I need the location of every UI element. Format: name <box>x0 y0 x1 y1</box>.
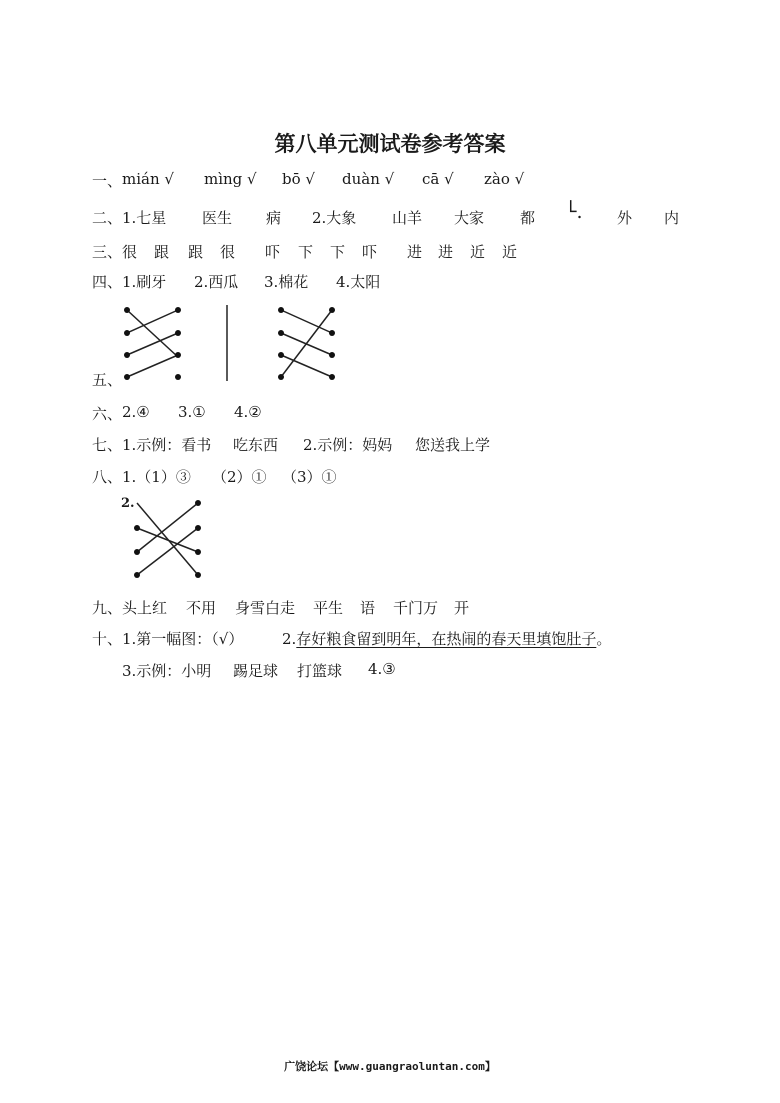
answer-1: 1.第一幅图：（√） <box>122 630 244 648</box>
answer-1: 1.七星 <box>122 209 167 227</box>
answer-10: 进 <box>438 243 454 261</box>
answer-3: （3）① <box>282 468 337 486</box>
answer-6: 大家 <box>454 209 485 227</box>
answer-4: 很 <box>220 243 236 261</box>
section-9-label: 九、 <box>92 599 123 617</box>
answer-2: 吃东西 <box>233 436 279 454</box>
answer-6: 千门万 <box>393 599 439 617</box>
answer-3: 跟 <box>188 243 204 261</box>
answer-7: 下 <box>330 243 346 261</box>
answer-4: 4.太阳 <box>336 273 381 291</box>
answer-3: 3.棉花 <box>264 273 309 291</box>
answer-2: （2）① <box>212 468 267 486</box>
answer-2-period: 。 <box>596 630 612 648</box>
answer-5: 语 <box>360 599 376 617</box>
matching-diagram-right <box>274 303 344 383</box>
answer-4: 4.③ <box>368 660 396 678</box>
answer-1: 头上红 <box>122 599 168 617</box>
matching-diagram-section-8 <box>128 494 208 584</box>
section-10-label: 十、 <box>92 630 123 648</box>
answer-5: 吓 <box>265 243 281 261</box>
answer-5: 山羊 <box>392 209 423 227</box>
section-8-label: 八、 <box>92 468 123 486</box>
answer-11: 近 <box>470 243 486 261</box>
answer-7: 开 <box>454 599 470 617</box>
section-7-label: 七、 <box>92 436 123 454</box>
answer-1: 2.④ <box>122 403 150 421</box>
answer-3: 2.示例：妈妈 <box>303 436 393 454</box>
answer-4: duàn √ <box>342 170 395 188</box>
answer-3: 身雪白走 <box>235 599 296 617</box>
answer-1: 很 <box>122 243 138 261</box>
answer-2: 不用 <box>186 599 217 617</box>
answer-2: 跟 <box>154 243 170 261</box>
answer-2 <box>282 628 611 649</box>
answer-12: 近 <box>502 243 518 261</box>
footer-source: 广饶论坛【www.guangraoluntan.com】 <box>284 1060 496 1073</box>
answer-9: 外 <box>617 209 633 227</box>
answer-3: 病 <box>266 209 282 227</box>
answer-2: 2.西瓜 <box>194 273 239 291</box>
answer-1: mián √ <box>122 170 174 188</box>
answer-1: 1.示例：看书 <box>122 436 212 454</box>
answer-4: 您送我上学 <box>415 436 491 454</box>
divider-line <box>225 305 229 383</box>
answer-10: 内 <box>664 209 680 227</box>
answer-3b: 踢足球 <box>233 662 279 680</box>
answer-4: 平生 <box>313 599 344 617</box>
answer-6: 下 <box>298 243 314 261</box>
answer-2: 3.① <box>178 403 206 421</box>
section-2-label: 二、 <box>92 209 123 227</box>
section-8-sub-label: 2. <box>121 496 135 511</box>
matching-diagram-left <box>120 303 190 383</box>
section-1-label: 一、 <box>92 172 123 190</box>
section-4-label: 四、 <box>92 273 123 291</box>
answer-1: 1.（1）③ <box>122 468 191 486</box>
answer-8: 吓 <box>362 243 378 261</box>
section-3-label: 三、 <box>92 243 123 261</box>
answer-8: └. <box>565 201 583 223</box>
section-6-label: 六、 <box>92 405 123 423</box>
section-5-label: 五、 <box>92 371 123 389</box>
answer-3: 3.示例：小明 <box>122 662 212 680</box>
answer-3: 4.② <box>234 403 262 421</box>
answer-2-text: 存好粮食留到明年，在热闹的春天里填饱肚子 <box>296 630 597 648</box>
answer-6: zào √ <box>484 170 525 188</box>
answer-3: bō √ <box>282 170 315 188</box>
answer-2-number: 2. <box>282 630 297 648</box>
answer-7: 都 <box>520 209 536 227</box>
answer-2: 医生 <box>202 209 233 227</box>
answer-3c: 打篮球 <box>297 662 343 680</box>
answer-9: 进 <box>407 243 423 261</box>
answer-4: 2.大象 <box>312 209 357 227</box>
answer-2: mìng √ <box>204 170 257 188</box>
page-title: 第八单元测试卷参考答案 <box>274 132 506 156</box>
answer-5: cā √ <box>422 170 454 188</box>
answer-1: 1.刷牙 <box>122 273 167 291</box>
